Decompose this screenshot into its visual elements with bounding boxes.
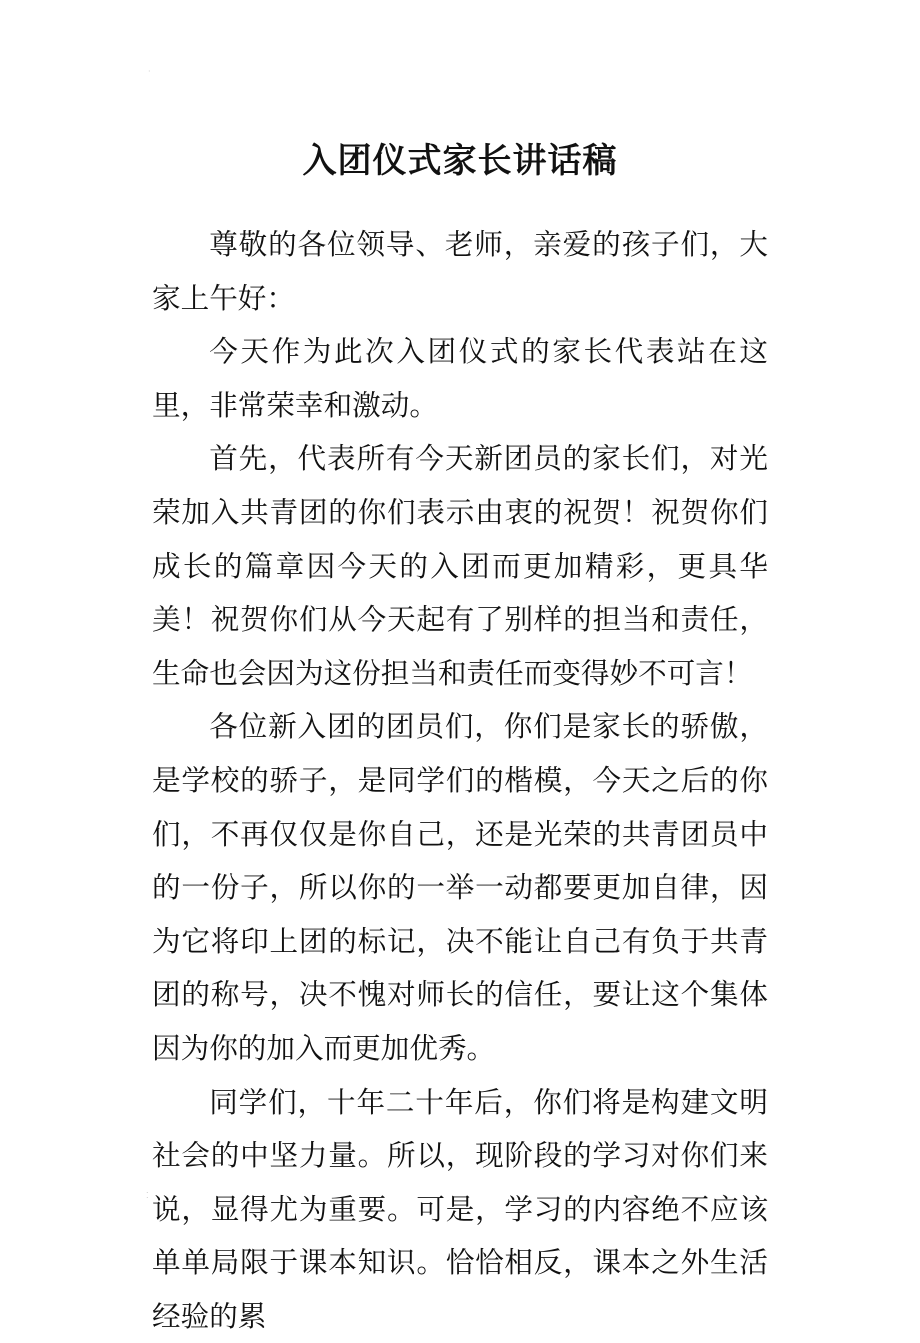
- speech-body: [152, 218, 768, 1343]
- greeting-paragraph: 尊敬的各位领导、老师，亲爱的孩子们，大家上午好：: [152, 218, 768, 325]
- page-corner-mark: ·: [148, 66, 156, 78]
- page-bottom-mark: ⁚: [146, 1190, 154, 1202]
- expectation-paragraph: 各位新入团的团员们，你们是家长的骄傲，是学校的骄子，是同学们的楷模，今天之后的你们，不再仅仅是你自己，还是光荣的共青团员中的一份子，所以你的一举一动都要更加自律，因为它将印上团的标记，决不能让自己有负于共青团的称号，决不愧对师长的信任，要让这个集体因为你的加入而更加优秀。: [152, 700, 768, 1075]
- document-title: 入团仪式家长讲话稿: [0, 133, 920, 189]
- congratulation-paragraph: 首先，代表所有今天新团员的家长们，对光荣加入共青团的你们表示由衷的祝贺！祝贺你们成长的篇章因今天的入团而更加精彩，更具华美！祝贺你们从今天起有了别样的担当和责任，生命也会因为这份担当和责任而变得妙不可言！: [152, 432, 768, 700]
- introduction-paragraph: 今天作为此次入团仪式的家长代表站在这里，非常荣幸和激动。: [152, 325, 768, 432]
- study-paragraph: 同学们，十年二十年后，你们将是构建文明社会的中坚力量。所以，现阶段的学习对你们来说，显得尤为重要。可是，学习的内容绝不应该单单局限于课本知识。恰恰相反，课本之外生活经验的累: [152, 1076, 768, 1343]
